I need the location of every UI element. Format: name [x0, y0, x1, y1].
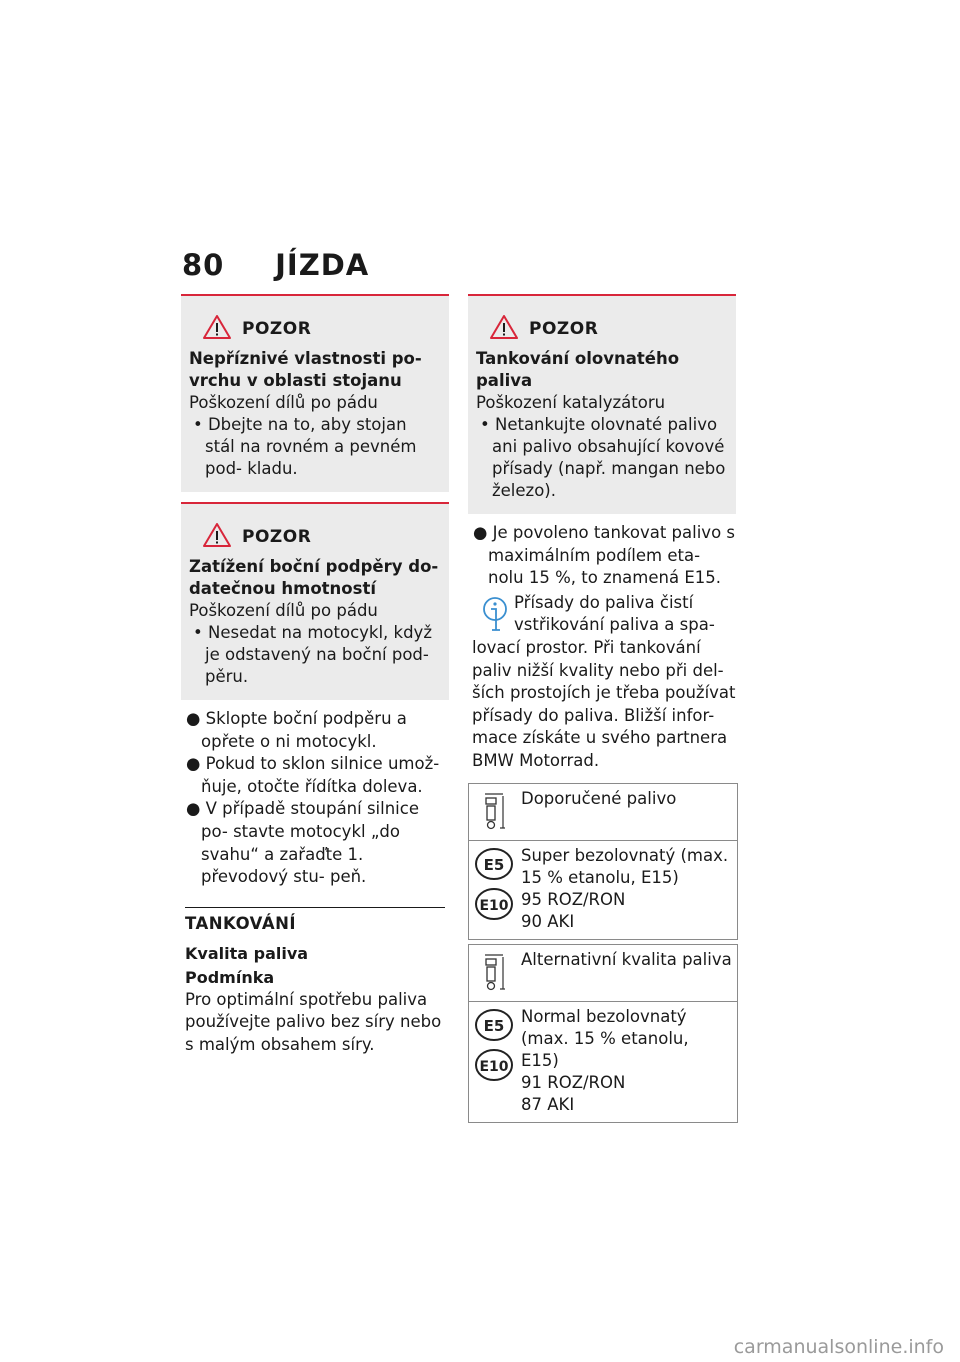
fuel-spec-line: Normal bezolovnatý: [521, 1006, 687, 1026]
warning-label: POZOR: [242, 319, 312, 339]
fuel-spec-line: 91 ROZ/RON: [521, 1072, 626, 1092]
e10-badge-icon: [473, 1048, 515, 1082]
fuel-table-header-row: [469, 945, 737, 1002]
page-title: JÍZDA: [275, 248, 370, 282]
section-divider: [185, 907, 445, 908]
fuel-spec-line: (max. 15 % etanolu,: [521, 1028, 689, 1048]
left-body: [181, 700, 449, 1057]
fuel-spec-line: 90 AKI: [521, 911, 575, 931]
warning-consequence: Poškození dílů po pádu: [189, 393, 378, 412]
condition-text: Pro optimální spotřebu paliva používejte palivo bez síry nebo s malým obsahem síry.: [185, 989, 442, 1054]
warning-header: [476, 314, 728, 340]
left-column: [181, 294, 449, 1057]
fuel-table-header: Alternativní kvalita paliva: [521, 949, 732, 969]
fuel-table-row: [469, 841, 737, 939]
fuel-spec-line: 95 ROZ/RON: [521, 889, 626, 909]
section-title: TANKOVÁNÍ: [185, 913, 297, 933]
fuel-spec-line: 15 % etanolu, E15): [521, 867, 679, 887]
fuel-table-recommended: [468, 783, 738, 940]
fuel-spec-line: 87 AKI: [521, 1094, 575, 1114]
info-text-rest: lovací prostor. Při tankování paliv nižší kvality nebo při del- ších prostojích je třeba používat přísady do paliva. Bližší infor- mace získáte u svého partnera BMW Motorrad.: [472, 637, 736, 770]
ethanol-step: ● Je povoleno tankovat palivo s maximálním podílem eta- nolu 15 %, to znamená E15.: [473, 523, 736, 588]
step-item: ● V případě stoupání silnice po- stavte motocykl „do svahu“ a zařaďte 1. převodový stu- peň.: [186, 799, 419, 887]
warning-header: [189, 522, 441, 548]
e5-badge-icon: [473, 847, 515, 881]
warning-header: [189, 314, 441, 340]
warning-box-stand: [181, 294, 449, 492]
warning-consequence: Poškození katalyzátoru: [476, 393, 666, 412]
warning-instruction: • Dbejte na to, aby stojan stál na rovném a pevném pod- kladu.: [193, 415, 417, 478]
warning-label: POZOR: [242, 527, 312, 547]
info-text-first: Přísady do paliva čistí vstřikování paliva a spa-: [514, 592, 715, 635]
step-item: ● Pokud to sklon silnice umož- ňuje, otočte řídítka doleva.: [186, 754, 440, 796]
fuel-spec-line: E15): [521, 1050, 559, 1070]
condition-label: Podmínka: [185, 967, 275, 987]
fuel-table-alternative: [468, 944, 738, 1123]
right-body: [468, 514, 736, 773]
step-item: ● Sklopte boční podpěru a opřete o ni motocykl.: [186, 709, 407, 751]
info-icon: [482, 596, 508, 636]
warning-title-line2: vrchu v oblasti stojanu: [189, 371, 402, 390]
watermark: carmanualsonline.info: [733, 1336, 944, 1358]
subsection-title: Kvalita paliva: [185, 943, 309, 963]
warning-label: POZOR: [529, 319, 599, 339]
fuel-table-header-row: [469, 784, 737, 841]
fuel-table-row: [469, 1002, 737, 1122]
page-number: 80: [182, 248, 225, 282]
warning-title-line2: datečnou hmotností: [189, 579, 376, 598]
warning-box-sidestand: [181, 502, 449, 700]
fuel-grade-icon: [481, 790, 507, 832]
fuel-spec-line: Super bezolovnatý (max.: [521, 845, 729, 865]
e5-badge-text: E5: [483, 855, 505, 874]
e5-badge-text: E5: [483, 1016, 505, 1035]
warning-title: Tankování olovnatého paliva: [476, 349, 680, 390]
info-note: [472, 592, 736, 773]
e10-badge-icon: [473, 887, 515, 921]
warning-consequence: Poškození dílů po pádu: [189, 601, 378, 620]
right-column: [468, 294, 736, 1123]
e10-badge-text: E10: [479, 1058, 509, 1075]
warning-box-leaded-fuel: [468, 294, 736, 514]
warning-triangle-icon: [202, 314, 232, 340]
warning-triangle-icon: [202, 522, 232, 548]
warning-triangle-icon: [489, 314, 519, 340]
e10-badge-text: E10: [479, 897, 509, 914]
warning-title-line1: Zatížení boční podpěry do-: [189, 557, 439, 576]
fuel-table-header: Doporučené palivo: [521, 788, 677, 808]
page-header: [182, 248, 369, 282]
warning-title-line1: Nepříznivé vlastnosti po-: [189, 349, 422, 368]
e5-badge-icon: [473, 1008, 515, 1042]
warning-instruction: • Netankujte olovnaté palivo ani palivo obsahující kovové přísady (např. mangan nebo železo).: [480, 415, 726, 500]
fuel-grade-icon: [481, 951, 507, 993]
warning-instruction: • Nesedat na motocykl, když je odstavený na boční pod- pěru.: [193, 623, 432, 686]
